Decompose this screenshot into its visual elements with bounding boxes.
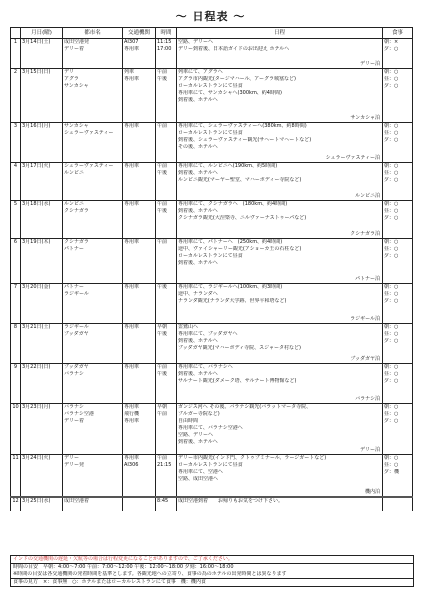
day-transport: [123, 239, 156, 284]
table-row: [11, 39, 413, 69]
transport-line: 専用車: [124, 123, 140, 129]
schedule-line: 専用車にて、ラジギールへ(100km、約3時間): [178, 284, 283, 290]
day-times: [156, 69, 177, 123]
schedule-line: クシナガラ観光(大涅槃寺、ニルヴァーナストゥーパなど): [178, 215, 307, 221]
day-cities: [63, 284, 123, 324]
meal-line: 昼：○: [384, 76, 399, 82]
day-date: 3月20日(金): [21, 284, 63, 324]
city-line: パトナー: [64, 284, 84, 290]
schedule-line: 専用車にて、サンカシャへ(300km、約4時間): [178, 90, 282, 96]
time-line: 午後: [157, 76, 168, 82]
schedule-line: ローカルレストランにて昼食: [178, 83, 243, 89]
meal-line: 朝：○: [384, 455, 399, 461]
day-schedule: [177, 284, 383, 324]
meal-line: 朝：○: [384, 123, 399, 129]
day-schedule: [177, 404, 383, 455]
schedule-line: 空路、成田空港へ: [178, 476, 219, 482]
day-schedule: [177, 163, 383, 201]
city-line: ルンビニ: [64, 170, 84, 176]
day-schedule: [177, 69, 383, 123]
meal-line: 朝：○: [384, 239, 399, 245]
city-line: サンカシャ: [64, 123, 89, 129]
meal-line: 昼：○: [384, 170, 399, 176]
day-number: 1: [11, 39, 21, 69]
page-title: ～ 日程表 ～: [175, 10, 246, 23]
day-cities: [63, 324, 123, 364]
day-schedule: [177, 239, 383, 284]
header-meals: 食事: [383, 28, 413, 39]
transport-line: 専用車: [124, 324, 140, 330]
day-transport: [123, 69, 156, 123]
day-date: 3月22日(日): [21, 364, 63, 404]
meal-line: 朝：○: [384, 201, 399, 207]
header-schedule: 日程: [177, 28, 383, 39]
lodging-label: ラジギール泊: [350, 316, 380, 322]
notes-box: [10, 555, 414, 587]
schedule-line: 到着後、ホテルへ: [178, 260, 218, 266]
transport-line: 専用車: [124, 418, 140, 424]
lodging-label: ブッダガヤ泊: [350, 356, 380, 362]
day-date: 3月24日(火): [21, 455, 63, 498]
day-date: 3月21日(土): [21, 324, 63, 364]
meal-line: 朝：×: [384, 39, 399, 45]
day-schedule: [177, 497, 383, 511]
transport-line: 専用車: [124, 239, 140, 245]
header-transport: 交通機関: [123, 28, 156, 39]
day-meals: [383, 123, 413, 163]
lodging-label: シュラーヴァスティー泊: [325, 155, 380, 161]
day-meals: [383, 324, 413, 364]
transport-line: 専用車: [124, 76, 140, 82]
day-number: 9: [11, 364, 21, 404]
schedule-cell: [178, 123, 381, 162]
day-transport: [123, 39, 156, 69]
schedule-line: 途中、ナランダへ: [178, 291, 218, 297]
city-line: デリー着: [64, 418, 85, 424]
day-cities: [63, 163, 123, 201]
day-cities: [63, 364, 123, 404]
day-number: 11: [11, 455, 21, 498]
table-row: [11, 324, 413, 364]
meal-line: 昼：○: [384, 411, 399, 417]
lodging-label: ルンビニ泊: [355, 193, 380, 199]
schedule-line: 専用車にて、パトナーへ (250km、約4時間): [178, 239, 283, 245]
meal-line: 夕：○: [384, 83, 399, 89]
meal-line: 夕：○: [384, 338, 399, 344]
lodging-label: パトナー泊: [355, 276, 380, 282]
meal-line: 昼：○: [384, 208, 399, 214]
schedule-cell: [178, 201, 381, 238]
day-meals: [383, 364, 413, 404]
header-time: 時間: [156, 28, 177, 39]
day-cities: [63, 39, 123, 69]
city-line: ルンビニ: [64, 201, 84, 207]
schedule-cell: [178, 163, 381, 200]
table-row: [11, 201, 413, 239]
table-row: [11, 404, 413, 455]
day-cities: [63, 201, 123, 239]
lodging-label: 機内泊: [364, 489, 380, 495]
meal-line: 朝：○: [384, 404, 399, 410]
schedule-line: 霊鷲山へ: [178, 324, 199, 330]
meal-line: 夕：機: [384, 469, 400, 475]
city-line: デリー発: [64, 462, 85, 468]
day-transport: [123, 455, 156, 498]
day-number: 12: [11, 497, 21, 511]
day-number: 6: [11, 239, 21, 284]
schedule-line: ローカルレストランにて昼食: [178, 462, 243, 468]
schedule-line: 途中、ヴァイシャーリー観光(アショーカ王の石柱など): [178, 246, 302, 252]
day-transport: [123, 404, 156, 455]
meal-line: 朝：○: [384, 69, 399, 75]
day-meals: [383, 39, 413, 69]
time-line: 午前: [157, 239, 168, 245]
schedule-line: ローカルレストランにて昼食: [178, 130, 243, 136]
city-line: バラナシ: [64, 371, 84, 377]
schedule-line: 到着後、ホテルへ: [178, 371, 218, 377]
schedule-cell: [178, 324, 381, 363]
schedule-cell: [178, 364, 381, 403]
time-line: 21:15: [157, 462, 172, 468]
city-line: シュラーヴァスティー: [64, 163, 114, 169]
day-cities: [63, 497, 123, 511]
city-line: サンカシャ: [64, 83, 89, 89]
day-transport: [123, 201, 156, 239]
schedule-cell: [178, 498, 381, 511]
city-line: デリー着: [64, 46, 85, 52]
transport-line: 専用車: [124, 201, 140, 207]
meal-line: 夕：○: [384, 177, 399, 183]
day-meals: [383, 284, 413, 324]
city-line: ブッダガヤ: [64, 364, 89, 370]
city-line: パトナー: [64, 246, 84, 252]
schedule-line: 専用車にて、クシナガラへ (180km、約4時間): [178, 201, 288, 207]
schedule-line: ローカルレストランにて昼食: [178, 253, 243, 259]
meal-line: 昼：○: [384, 291, 399, 297]
day-times: [156, 364, 177, 404]
schedule-line: その後、ホテルへ: [178, 144, 218, 150]
day-meals: [383, 455, 413, 498]
city-line: シュラーヴァスティー: [64, 130, 114, 136]
meal-line: 朝：○: [384, 324, 399, 330]
schedule-line: 到着後、ホテルへ: [178, 208, 218, 214]
day-date: 3月19日(木): [21, 239, 63, 284]
time-line: 午前: [157, 69, 168, 75]
time-line: 午前: [157, 364, 168, 370]
day-times: [156, 284, 177, 324]
schedule-line: ルンビニ観光(マーヤー聖堂、マハーボディー寺院など): [178, 177, 302, 183]
table-row: [11, 163, 413, 201]
day-date: 3月17日(火): [21, 163, 63, 201]
transport-line: 専用車: [124, 364, 140, 370]
city-line: デリ: [64, 69, 75, 75]
day-number: 5: [11, 201, 21, 239]
time-line: 11:15: [157, 39, 172, 45]
header-no: [11, 28, 21, 39]
day-cities: [63, 404, 123, 455]
table-row: [11, 123, 413, 163]
time-line: 早朝: [157, 324, 168, 330]
time-line: 午前: [157, 123, 168, 129]
meal-line: 昼：○: [384, 246, 399, 252]
day-times: [156, 404, 177, 455]
day-cities: [63, 455, 123, 498]
day-date: 3月14日(土): [21, 39, 63, 69]
time-line: 午後: [157, 371, 168, 377]
day-schedule: [177, 455, 383, 498]
day-number: 10: [11, 404, 21, 455]
time-line: 午前: [157, 163, 168, 169]
city-line: バラナシ: [64, 404, 84, 410]
transport-line: 専用車: [124, 46, 140, 52]
schedule-line: 専用車にて、ルンビニへ(190km、約5時間): [178, 163, 278, 169]
time-line: 午前: [157, 201, 168, 207]
lodging-label: デリー泊: [359, 447, 380, 453]
city-line: デリー: [64, 455, 80, 461]
schedule-line: ガンジス河へ その後、バラナシ観光(バラットマータ寺院、: [178, 404, 312, 410]
schedule-line: 到着後、シュラーヴァスティー観光(サヘートマヘートなど): [178, 137, 312, 143]
day-meals: [383, 69, 413, 123]
schedule-line: 到着後、ホテルへ: [178, 97, 218, 103]
schedule-line: 専用車にて、バラナシへ: [178, 364, 233, 370]
schedule-line: ブルガー寺院など): [178, 411, 220, 417]
time-footnote: ※時間の目安は各交通機関の発着時間を基準とします。各観光地への立寄り、食事の為のホテルの出発時間とは異なります: [13, 571, 287, 577]
time-line: 午後: [157, 331, 168, 337]
meal-line: 昼：○: [384, 331, 399, 337]
day-times: [156, 239, 177, 284]
meal-line: 夕：○: [384, 418, 399, 424]
transport-line: 専用車: [124, 163, 140, 169]
day-cities: [63, 239, 123, 284]
schedule-line: 列車にて、アグラへ: [178, 69, 223, 75]
meal-line: 昼：○: [384, 371, 399, 377]
day-meals: [383, 497, 413, 511]
table-row: [11, 455, 413, 498]
schedule-line: ブッダガヤ観光(マハーボディ寺院、スジャータ村など): [178, 345, 302, 351]
day-transport: [123, 497, 156, 511]
day-date: 3月18日(水): [21, 201, 63, 239]
table-row: [11, 364, 413, 404]
day-times: [156, 201, 177, 239]
schedule-line: サルナート観光(ダメーク塔、サルナート博物館など): [178, 378, 297, 384]
schedule-line: デリー市内観光(インド門、クトゥブミナール、ラージガートなど): [178, 455, 327, 461]
time-line: 午後: [157, 284, 168, 290]
schedule-line: 空路、デリーへ: [178, 432, 214, 438]
day-transport: [123, 123, 156, 163]
day-times: [156, 455, 177, 498]
day-schedule: [177, 364, 383, 404]
time-line: 8:45: [157, 498, 169, 504]
day-cities: [63, 123, 123, 163]
lodging-label: バラナシ泊: [355, 396, 380, 402]
time-line: 17:00: [157, 46, 172, 52]
transport-line: 専用車: [124, 455, 140, 461]
schedule-cell: [178, 239, 381, 283]
transport-line: AI307: [124, 39, 139, 45]
table-header-row: [11, 28, 413, 39]
transport-line: 専用車: [124, 284, 140, 290]
day-transport: [123, 163, 156, 201]
day-schedule: [177, 123, 383, 163]
day-schedule: [177, 324, 383, 364]
schedule-line: 到着後、ホテルへ: [178, 170, 218, 176]
schedule-line: 専用車にて、バラナシ空港へ: [178, 425, 243, 431]
day-transport: [123, 324, 156, 364]
table-row: [11, 284, 413, 324]
schedule-cell: [178, 69, 381, 122]
day-date: 3月16日(月): [21, 123, 63, 163]
transport-line: 専用車: [124, 404, 140, 410]
day-cities: [63, 69, 123, 123]
meal-line: 夕：○: [384, 298, 399, 304]
meal-line: 朝：○: [384, 284, 399, 290]
schedule-cell: [178, 455, 381, 496]
day-date: 3月15日(日): [21, 69, 63, 123]
city-line: 成田空港発: [64, 39, 90, 45]
table-row: [11, 497, 413, 511]
day-number: 3: [11, 123, 21, 163]
schedule-line: 到着後、ホテルへ: [178, 338, 218, 344]
city-line: クシナガラ: [64, 208, 89, 214]
day-date: 3月23日(月): [21, 404, 63, 455]
day-number: 7: [11, 284, 21, 324]
delay-notice: インドの交通機関の遅延・欠航等の場合は行程変更になることがありますので、ご了承ください。: [13, 556, 233, 562]
schedule-line: ナランダ観光(ナランダ大学跡、世界平和塔など): [178, 298, 287, 304]
header-date: 月日(曜): [21, 28, 63, 39]
itinerary-table: [10, 27, 413, 511]
schedule-cell: [178, 404, 381, 454]
day-date: 3月25日(水): [21, 497, 63, 511]
meal-legend: 食事の見方 ×：食事無 ○：ホテルまたはローカルレストランにて食事 機：機内食: [11, 578, 413, 586]
transport-line: 列車: [124, 69, 135, 75]
meal-line: 昼：○: [384, 130, 399, 136]
schedule-cell: [178, 39, 381, 68]
day-times: [156, 123, 177, 163]
meal-line: 夕：○: [384, 378, 399, 384]
day-times: [156, 163, 177, 201]
day-times: [156, 497, 177, 511]
lodging-label: デリー泊: [359, 61, 380, 67]
meal-line: 夕：○: [384, 46, 399, 52]
schedule-line: 到着後、ホテルへ: [178, 439, 218, 445]
day-meals: [383, 201, 413, 239]
day-meals: [383, 163, 413, 201]
schedule-line: デリー到着後、日本語ガイドのお出迎え ホテルへ: [178, 46, 290, 52]
city-line: アグラ: [64, 76, 79, 82]
day-transport: [123, 364, 156, 404]
meal-line: 夕：○: [384, 253, 399, 259]
lodging-label: サンカシャ泊: [350, 115, 380, 121]
transport-line: AI306: [124, 462, 139, 468]
schedule-line: アグラ市内観光(タージマハール、アーグラ城塞など): [178, 76, 296, 82]
day-times: [156, 324, 177, 364]
meal-line: 朝：○: [384, 163, 399, 169]
city-line: 成田空港着: [64, 498, 90, 504]
day-number: 2: [11, 69, 21, 123]
time-line: 午後: [157, 170, 168, 176]
day-meals: [383, 404, 413, 455]
time-guide: 時間の目安 早朝：4:00～7:00 午前：7:00～12:00 午後：12:00～18:00 夕刻：16:00～18:00: [11, 563, 413, 571]
schedule-line: 専用車にて、ブッダガヤへ: [178, 331, 238, 337]
day-transport: [123, 284, 156, 324]
time-line: 午前: [157, 455, 168, 461]
city-line: ラジギール: [64, 291, 89, 297]
city-line: ラジギール: [64, 324, 89, 330]
lodging-label: クシナガラ泊: [350, 231, 380, 237]
table-row: [11, 239, 413, 284]
city-line: ブッダガヤ: [64, 331, 89, 337]
meal-line: 夕：○: [384, 137, 399, 143]
day-number: 4: [11, 163, 21, 201]
day-times: [156, 39, 177, 69]
table-row: [11, 69, 413, 123]
day-schedule: [177, 201, 383, 239]
schedule-line: 専用車にて、シュラーヴァスティーへ(380km、約8時間): [178, 123, 307, 129]
city-line: バラナシ空港: [64, 411, 94, 417]
meal-line: 昼：○: [384, 462, 399, 468]
schedule-cell: [178, 284, 381, 323]
schedule-line: 空路、デリーへ: [178, 39, 214, 45]
time-line: 早朝: [157, 404, 168, 410]
schedule-line: 専用車にて、空港へ: [178, 469, 223, 475]
meal-line: 朝：○: [384, 364, 399, 370]
day-schedule: [177, 39, 383, 69]
city-line: クシナガラ: [64, 239, 89, 245]
day-number: 8: [11, 324, 21, 364]
time-line: 午前: [157, 411, 168, 417]
schedule-line: 自由時間: [178, 418, 199, 424]
transport-line: 飛行機: [124, 411, 140, 417]
meal-line: 夕：○: [384, 215, 399, 221]
header-city: 都市名: [63, 28, 123, 39]
schedule-line: 成田空港到着 お帰りもお気をつけ下さい。: [178, 498, 284, 504]
day-meals: [383, 239, 413, 284]
time-line: 午後: [157, 208, 168, 214]
